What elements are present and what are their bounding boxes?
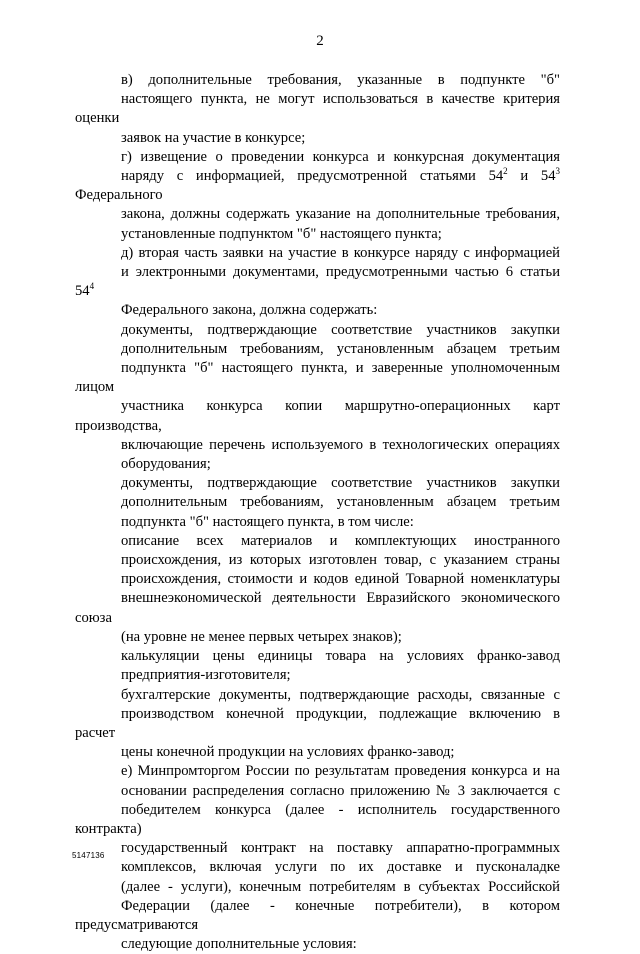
text-line: государственный контракт на поставку аппаратно-программных <box>121 840 560 857</box>
text-line: Федерации (далее - конечные потребители), в котором предусматриваются <box>75 897 560 933</box>
text-line: калькуляции цены единицы товара на условиях франко-завод <box>121 648 560 665</box>
text-line: д) вторая часть заявки на участие в конкурсе наряду с информацией <box>121 244 560 261</box>
text-line: установленные подпунктом "б" настоящего пункта; <box>121 225 442 242</box>
text-line: бухгалтерские документы, подтверждающие расходы, связанные с <box>121 686 560 703</box>
paragraph-g <box>75 148 560 244</box>
text-line: документы, подтверждающие соответствие участников закупки <box>121 321 560 338</box>
text-line: оборудования; <box>121 456 211 473</box>
text-line: комплексов, включая услуги по их доставке и пусконаладке <box>121 859 560 876</box>
text-line: предприятия-изготовителя; <box>121 667 291 684</box>
text-line: е) Минпромторгом России по результатам проведения конкурса и на <box>121 763 560 780</box>
text-line: внешнеэкономической деятельности Евразийского экономического союза <box>75 590 560 626</box>
text-line: победителем конкурса (далее - исполнитель государственного контракта) <box>75 801 560 837</box>
paragraph-v <box>75 71 560 148</box>
text-line: подпункта "б" настоящего пункта, в том числе: <box>121 513 414 530</box>
text-line: подпункта "б" настоящего пункта, и заверенные уполномоченным лицом <box>75 360 560 396</box>
text-line: дополнительным требованиям, установленным абзацем третьим <box>121 340 560 357</box>
superscript: 4 <box>89 281 95 292</box>
text-line: цены конечной продукции на условиях франко-завод; <box>121 744 455 761</box>
text-line: основании распределения согласно приложению № 3 заключается с <box>121 782 560 799</box>
text-line: описание всех материалов и комплектующих иностранного <box>121 532 560 549</box>
text-line: включающие перечень используемого в технологических операциях <box>121 436 560 453</box>
superscript: 2 <box>503 166 508 177</box>
page-number: 2 <box>316 33 324 49</box>
text-line: закона, должны содержать указание на дополнительные требования, <box>121 206 560 223</box>
text-line: происхождения, из которых изготовлен товар, с указанием страны <box>121 552 560 569</box>
paragraph-docs-1 <box>75 321 560 475</box>
text-line: и электронными документами, предусмотренными частью 6 статьи $54^4$ <box>75 264 560 300</box>
text-line: документы, подтверждающие соответствие участников закупки <box>121 475 560 492</box>
text-line: в) дополнительные требования, указанные в подпункте "б" <box>121 72 560 88</box>
superscript: 3 <box>555 166 560 177</box>
paragraph-description <box>75 532 560 647</box>
text-line: г) извещение о проведении конкурса и конкурсная документация <box>121 148 560 165</box>
text-line: дополнительным требованиям, установленным абзацем третьим <box>121 494 560 511</box>
text-line: Федерального закона, должна содержать: <box>121 302 378 319</box>
text-line: (на уровне не менее первых четырех знаков); <box>121 628 402 645</box>
text-line: следующие дополнительные условия: <box>121 936 357 953</box>
document-code: 5147136 <box>72 851 105 860</box>
paragraph-d <box>75 244 560 321</box>
text-line: производством конечной продукции, подлежащие включению в расчет <box>75 705 560 741</box>
document-body <box>75 71 560 954</box>
paragraph-docs-2 <box>75 474 560 532</box>
paragraph-e <box>75 762 560 954</box>
text-line: наряду с информацией, предусмотренной статьями $54^2$ и $54^3$ Федерального <box>75 166 560 204</box>
paragraph-calculation <box>75 647 560 685</box>
text-line: настоящего пункта, не могут использоваться в качестве критерия оценки <box>75 91 560 127</box>
text-line: участника конкурса копии маршрутно-операционных карт производства, <box>75 398 560 434</box>
text-line: происхождения, стоимости и кодов единой Товарной номенклатуры <box>121 571 560 588</box>
paragraph-accounting <box>75 686 560 763</box>
text-line: заявок на участие в конкурсе; <box>121 129 306 146</box>
text-line: (далее - услуги), конечным потребителям в субъектах Российской <box>121 878 560 895</box>
